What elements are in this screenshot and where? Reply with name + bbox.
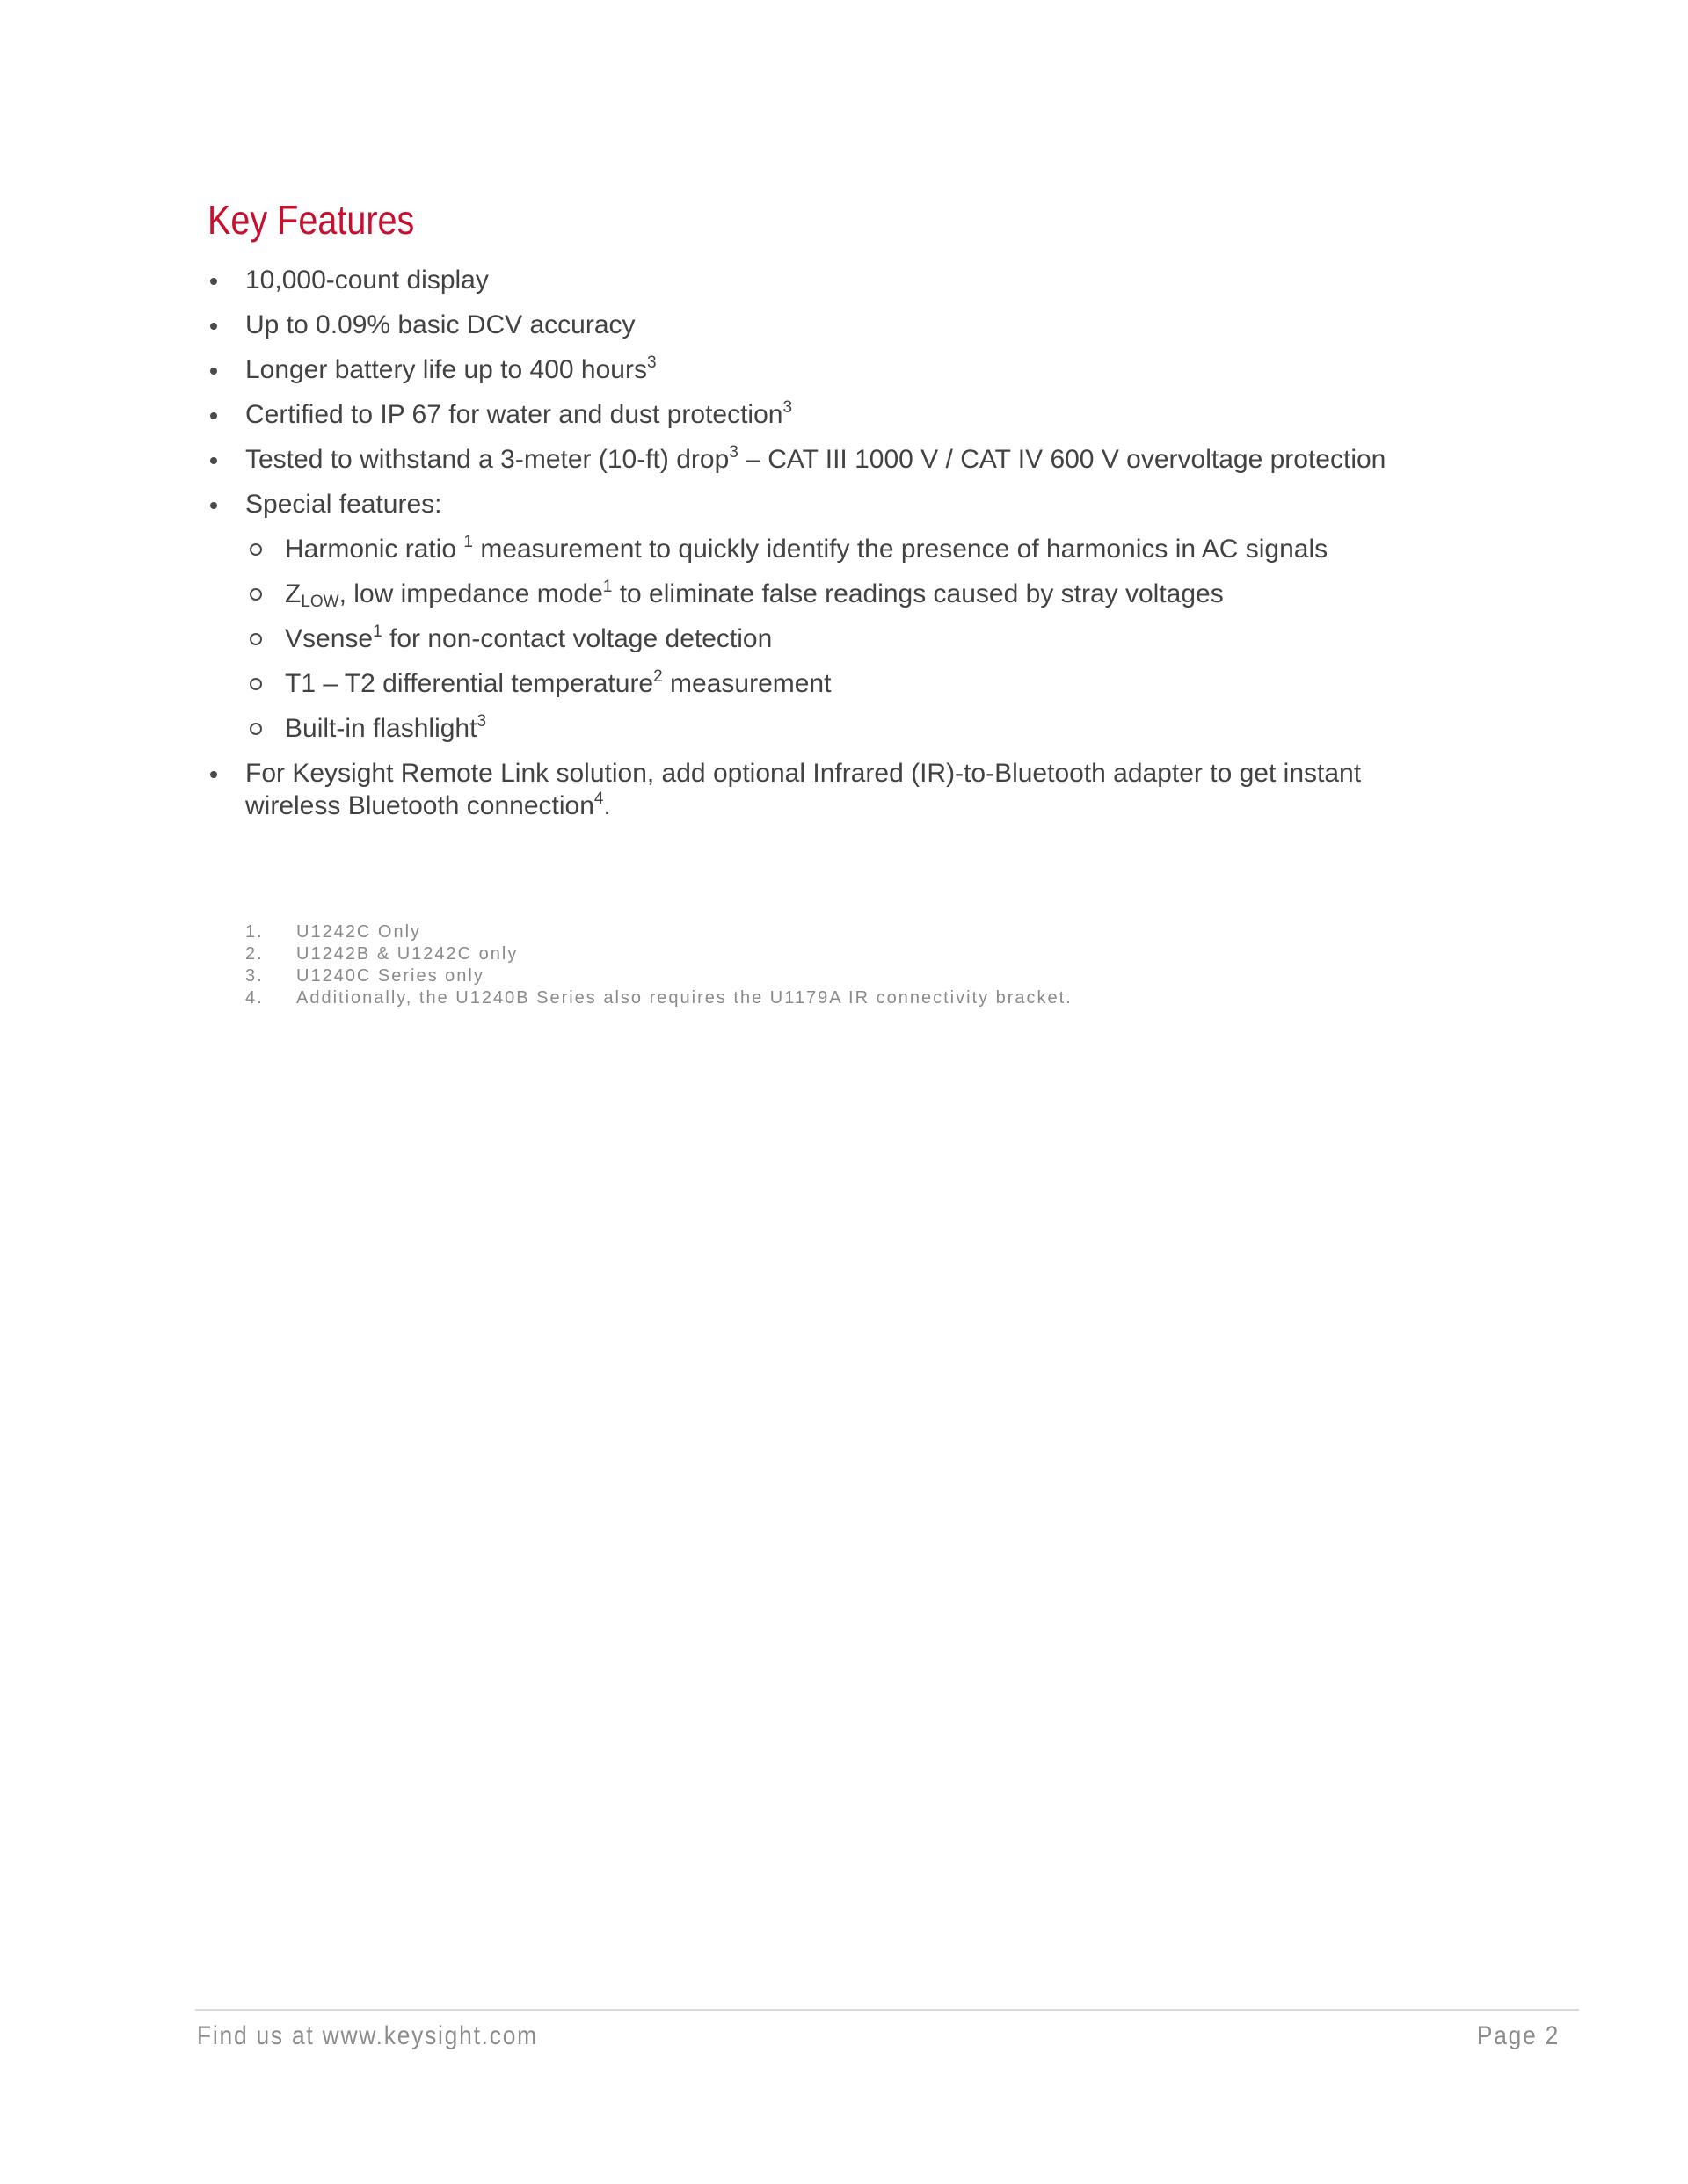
footnote-text: U1240C Series only [296, 966, 484, 986]
footnote [245, 921, 1073, 943]
footnotes-list [245, 921, 1073, 1009]
feature-text: Up to 0.09% basic DCV accuracy [245, 310, 636, 339]
footnote-text: U1242B & U1242C only [296, 944, 519, 964]
footnote-text: U1242C Only [296, 922, 422, 942]
feature-item [207, 488, 1403, 745]
footnote-ref: 3 [729, 443, 738, 462]
feature-text: Z [285, 579, 302, 608]
footnote-text: Additionally, the U1240B Series also requires the U1179A IR connectivity bracket. [296, 988, 1073, 1008]
feature-item [207, 309, 1403, 341]
footnote-ref: 3 [477, 712, 487, 731]
feature-text: to eliminate false readings caused by stray voltages [612, 579, 1224, 608]
feature-text: Longer battery life up to 400 hours [245, 355, 647, 384]
feature-text: for non-contact voltage detection [382, 624, 773, 653]
feature-text: Built-in flashlight [285, 714, 477, 743]
footnote-number: 2. [245, 944, 264, 964]
sub-feature-item [245, 533, 1403, 565]
feature-text: Certified to IP 67 for water and dust protection [245, 400, 783, 429]
footnote-ref: 4 [593, 790, 604, 808]
feature-item [207, 353, 1403, 386]
feature-text: – CAT III 1000 V / CAT IV 600 V overvoltage protection [738, 445, 1386, 474]
feature-text: . [603, 791, 611, 820]
feature-text: Vsense [285, 624, 374, 653]
footnote-ref: 2 [653, 667, 663, 686]
page-number: Page 2 [1476, 2021, 1560, 2050]
subscript: LOW [301, 593, 339, 611]
key-features-list [207, 264, 1403, 834]
feature-item [207, 264, 1403, 296]
feature-item [207, 443, 1403, 476]
feature-text: Special features: [245, 490, 442, 519]
footnote-number: 3. [245, 966, 264, 986]
feature-text: T1 – T2 differential temperature [285, 669, 654, 698]
footnote-number: 1. [245, 922, 264, 942]
footnote [245, 943, 1073, 965]
sub-feature-item [245, 667, 1403, 700]
sub-feature-item [245, 578, 1403, 610]
footnote-ref: 1 [463, 533, 473, 551]
feature-text: measurement to quickly identify the presence of harmonics in AC signals [472, 535, 1328, 564]
sub-feature-item [245, 712, 1403, 745]
feature-text: measurement [662, 669, 832, 698]
special-features-list [245, 533, 1403, 745]
feature-text: Harmonic ratio [285, 535, 464, 564]
footnote [245, 965, 1073, 987]
feature-text: 10,000-count display [245, 266, 489, 295]
sub-feature-item [245, 622, 1403, 655]
footer-divider [195, 2009, 1579, 2011]
footnote-ref: 1 [602, 578, 613, 596]
page-title: Key Features [207, 197, 415, 243]
footnote-number: 4. [245, 988, 264, 1008]
feature-text: , low impedance mode [338, 579, 603, 608]
footnote-ref: 3 [646, 353, 657, 372]
feature-text: Tested to withstand a 3-meter (10-ft) drop [245, 445, 730, 474]
footnote-ref: 1 [373, 622, 382, 641]
footnote-ref: 3 [782, 398, 793, 417]
feature-item [207, 757, 1403, 822]
footer-website-link[interactable]: Find us at www.keysight.com [197, 2021, 538, 2050]
feature-item [207, 398, 1403, 431]
footnote [245, 987, 1073, 1009]
feature-text: For Keysight Remote Link solution, add optional Infrared (IR)-to-Bluetooth adapter to get instant wireless Bluetooth connection [245, 759, 1362, 820]
